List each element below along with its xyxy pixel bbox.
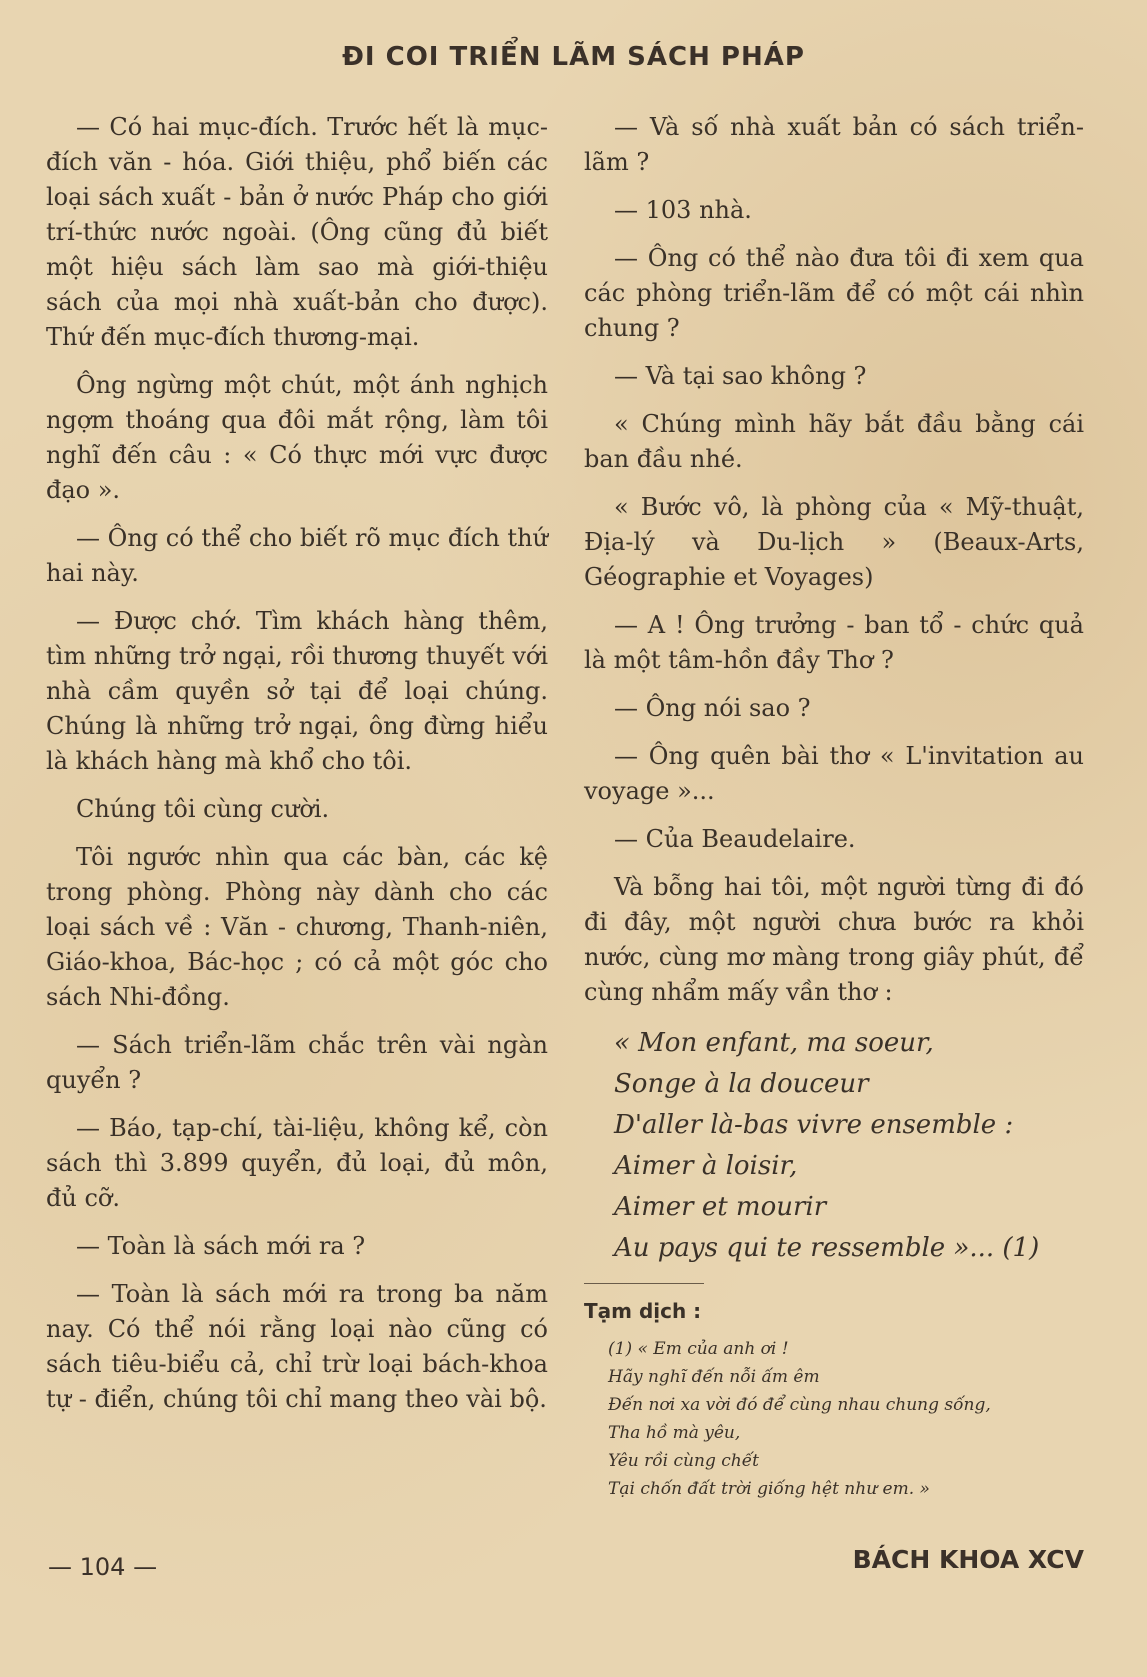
footnote-title: Tạm dịch : xyxy=(584,1299,702,1323)
paragraph: — Ông có thể cho biết rõ mục đích thứ hai này. xyxy=(46,524,548,587)
footnote xyxy=(584,1335,1084,1503)
page-number: — 104 — xyxy=(48,1553,158,1581)
poem-line: D'aller là-bas vivre ensemble : xyxy=(614,1110,1014,1140)
paragraph: Tôi ngước nhìn qua các bàn, các kệ trong phòng. Phòng này dành cho các loại sách về : Văn - chương, Thanh-niên, Giáo-khoa, Bác-học ; có cả một góc cho sách Nhi-đồng. xyxy=(46,843,548,1011)
footnote-line: Hãy nghĩ đến nỗi ấm êm xyxy=(608,1367,820,1387)
paragraph: « Chúng mình hãy bắt đầu bằng cái ban đầu nhé. xyxy=(584,410,1084,473)
paragraph: — A ! Ông trưởng - ban tổ - chức quả là một tâm-hồn đầy Thơ ? xyxy=(584,611,1084,674)
footnote-line: Tha hồ mà yêu, xyxy=(608,1423,741,1443)
paragraph: — Toàn là sách mới ra trong ba năm nay. Có thể nói rằng loại nào cũng có sách tiêu-biểu cả, chỉ trừ loại bách-khoa tự - điển, chúng tôi chỉ mang theo vài bộ. xyxy=(46,1280,548,1413)
paragraph: — Của Beaudelaire. xyxy=(614,825,856,853)
poem-line: Au pays qui te ressemble »... (1) xyxy=(614,1233,1040,1263)
paragraph: — Được chớ. Tìm khách hàng thêm, tìm những trở ngại, rồi thương thuyết với nhà cầm quyền sở tại để loại chúng. Chúng là những trở ngại, ông đừng hiểu là khách hàng mà khổ cho tôi. xyxy=(46,607,548,775)
footnote-line: Yêu rồi cùng chết xyxy=(608,1451,759,1471)
paragraph: — Sách triển-lãm chắc trên vài ngàn quyển ? xyxy=(46,1031,548,1094)
paragraph: — Báo, tạp-chí, tài-liệu, không kể, còn sách thì 3.899 quyển, đủ loại, đủ môn, đủ cỡ. xyxy=(46,1114,548,1212)
poem-line: Aimer à loisir, xyxy=(614,1151,798,1181)
poem-quote xyxy=(584,1023,1084,1269)
paragraph: — Ông có thể nào đưa tôi đi xem qua các phòng triển-lãm để có một cái nhìn chung ? xyxy=(584,244,1084,342)
paragraph: — Và tại sao không ? xyxy=(614,362,867,390)
paragraph: — Và số nhà xuất bản có sách triển-lãm ? xyxy=(584,113,1084,176)
poem-line: Songe à la douceur xyxy=(614,1069,869,1099)
paragraph: « Bước vô, là phòng của « Mỹ-thuật, Địa-lý và Du-lịch » (Beaux-Arts, Géographie et Voyages) xyxy=(584,493,1084,591)
running-header: ĐI COI TRIỂN LÃM SÁCH PHÁP xyxy=(342,42,805,72)
paragraph: — 103 nhà. xyxy=(614,196,752,224)
footnote-divider xyxy=(584,1283,704,1284)
paragraph: Và bỗng hai tôi, một người từng đi đó đi đây, một người chưa bước ra khỏi nước, cùng mơ màng trong giây phút, để cùng nhẩm mấy vần thơ : xyxy=(584,873,1084,1006)
right-column xyxy=(584,110,1084,1503)
paragraph: — Ông nói sao ? xyxy=(614,694,811,722)
paragraph: — Có hai mục-đích. Trước hết là mục-đích văn - hóa. Giới thiệu, phổ biến các loại sách xuất - bản ở nước Pháp cho giới trí-thức nước ngoài. (Ông cũng đủ biết một hiệu sách làm sao mà giới-thiệu sách của mọi nhà xuất-bản cho được). Thứ đến mục-đích thương-mại. xyxy=(46,113,548,351)
paragraph: — Toàn là sách mới ra ? xyxy=(76,1232,366,1260)
poem-line: « Mon enfant, ma soeur, xyxy=(614,1028,934,1058)
footnote-line: Tại chốn đất trời giống hệt như em. » xyxy=(608,1479,930,1499)
footnote-line: (1) « Em của anh ơi ! xyxy=(608,1339,789,1359)
publication-name: BÁCH KHOA XCV xyxy=(852,1545,1084,1574)
paragraph: Chúng tôi cùng cười. xyxy=(76,795,330,823)
poem-line: Aimer et mourir xyxy=(614,1192,827,1222)
left-column xyxy=(46,110,548,1430)
paragraph: Ông ngừng một chút, một ánh nghịch ngợm thoáng qua đôi mắt rộng, làm tôi nghĩ đến câu : « Có thực mới vực được đạo ». xyxy=(46,371,548,504)
paragraph: — Ông quên bài thơ « L'invitation au voyage »... xyxy=(584,742,1084,805)
footnote-line: Đến nơi xa vời đó để cùng nhau chung sống, xyxy=(608,1395,991,1415)
